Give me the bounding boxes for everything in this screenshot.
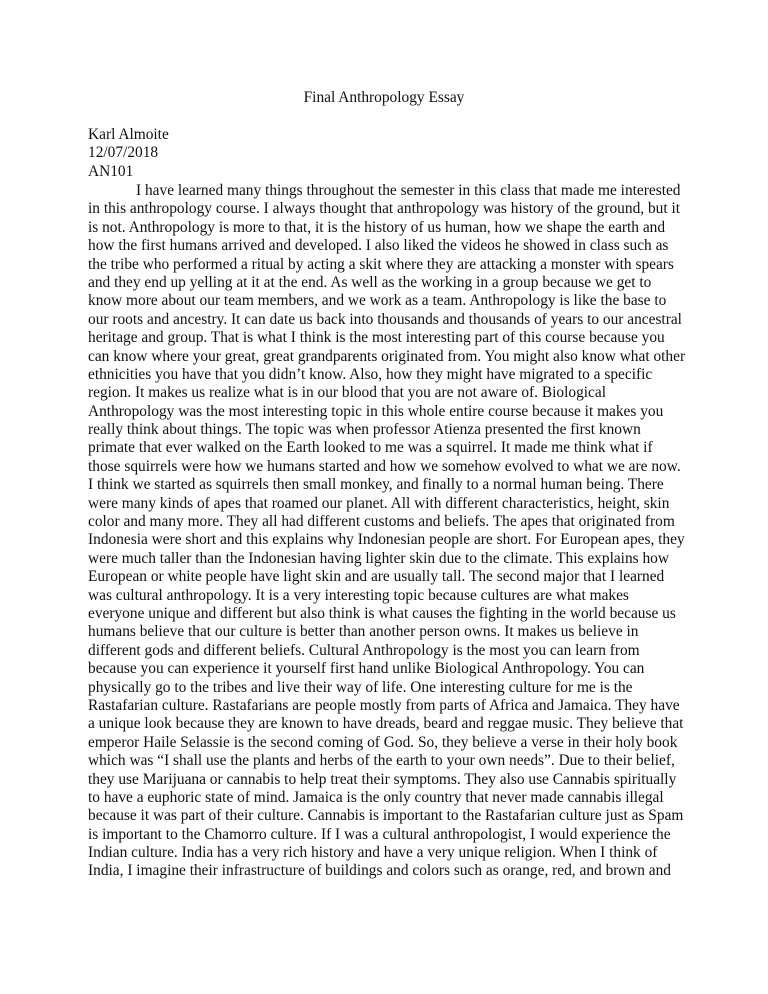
paragraph-line: is not. Anthropology is more to that, it is the history of us human, how we shape the earth and [88,218,666,236]
essay-title: Final Anthropology Essay [303,89,465,106]
paragraph-line: our roots and ancestry. It can date us back into thousands and thousands of years to our ancestral [88,310,682,328]
paragraph-line: can know where your great, great grandparents originated from. You might also know what other [88,347,686,365]
paragraph-line: ethnicities you have that you didn’t know. Also, how they might have migrated to a specific [88,365,653,383]
paragraph-line: were much taller than the Indonesian having lighter skin due to the climate. This explains how [88,549,669,567]
essay-date: 12/07/2018 [88,144,159,162]
paragraph-line: region. It makes us realize what is in our blood that you are not aware of. Biological [88,384,606,402]
paragraph-line: everyone unique and different but also think is what causes the fighting in the world because us [88,604,676,622]
paragraph-line: is important to the Chamorro culture. If I was a cultural anthropologist, I would experience the [88,825,671,843]
paragraph-line: heritage and group. That is what I think is the most interesting part of this course because you [88,329,665,347]
paragraph-line: India, I imagine their infrastructure of buildings and colors such as orange, red, and brown and [88,862,671,880]
paragraph-line: really think about things. The topic was when professor Atienza presented the first known [88,421,641,439]
paragraph-line: Indonesia were short and this explains why Indonesian people are short. For European apes, they [88,531,685,549]
paragraph-line: were many kinds of apes that roamed our planet. All with different characteristics, height, skin [88,494,670,512]
paragraph-line: I think we started as squirrels then small monkey, and finally to a normal human being. There [88,476,664,494]
paragraph-line: physically go to the tribes and live their way of life. One interesting culture for me is the [88,678,633,696]
paragraph-line: and they end up yelling at it at the end. As well as the working in a group because we get to [88,273,652,291]
paragraph-line: because it was part of their culture. Cannabis is important to the Rastafarian culture just as Spam [88,807,684,825]
paragraph-line: primate that ever walked on the Earth looked to me was a squirrel. It made me think what if [88,439,653,457]
paragraph-line: in this anthropology course. I always thought that anthropology was history of the ground, but it [88,200,681,218]
paragraph-line: know more about our team members, and we work as a team. Anthropology is like the base to [88,292,667,310]
course-code: AN101 [88,162,134,180]
paragraph-line: which was “I shall use the plants and herbs of the earth to your own needs”. Due to their belief, [88,752,675,770]
paragraph-line: those squirrels were how we humans started and how we somehow evolved to what we are now. [88,457,681,475]
paragraph-line: the tribe who performed a ritual by acting a skit where they are attacking a monster with spears [88,255,674,273]
paragraph-line: color and many more. They all had different customs and beliefs. The apes that originated from [88,513,675,531]
author-name: Karl Almoite [88,126,169,143]
paragraph-line: I have learned many things throughout the semester in this class that made me interested [136,182,681,199]
paragraph-line: European or white people have light skin and are usually tall. The second major that I learned [88,568,665,586]
paragraph-line: was cultural anthropology. It is a very interesting topic because cultures are what makes [88,586,629,604]
essay-body-paragraph [88,182,688,881]
paragraph-line: different gods and different beliefs. Cultural Anthropology is the most you can learn from [88,641,640,659]
paragraph-line: a unique look because they are known to have dreads, beard and reggae music. They believe that [88,715,684,733]
paragraph-line: they use Marijuana or cannabis to help treat their symptoms. They also use Cannabis spiritually [88,770,677,788]
paragraph-line: Anthropology was the most interesting topic in this whole entire course because it makes you [88,402,664,420]
paragraph-line: Rastafarian culture. Rastafarians are people mostly from parts of Africa and Jamaica. They have [88,696,680,714]
essay-header-block [88,126,169,181]
paragraph-line: how the first humans arrived and developed. I also liked the videos he showed in class such as [88,237,669,255]
paragraph-line: emperor Haile Selassie is the second coming of God. So, they believe a verse in their holy book [88,733,678,751]
paragraph-line: to have a euphoric state of mind. Jamaica is the only country that never made cannabis illegal [88,788,664,806]
paragraph-line: humans believe that our culture is better than another person owns. It makes us believe in [88,623,639,641]
paragraph-line: because you can experience it yourself first hand unlike Biological Anthropology. You can [88,660,645,678]
paragraph-line: Indian culture. India has a very rich history and have a very unique religion. When I think of [88,844,658,862]
